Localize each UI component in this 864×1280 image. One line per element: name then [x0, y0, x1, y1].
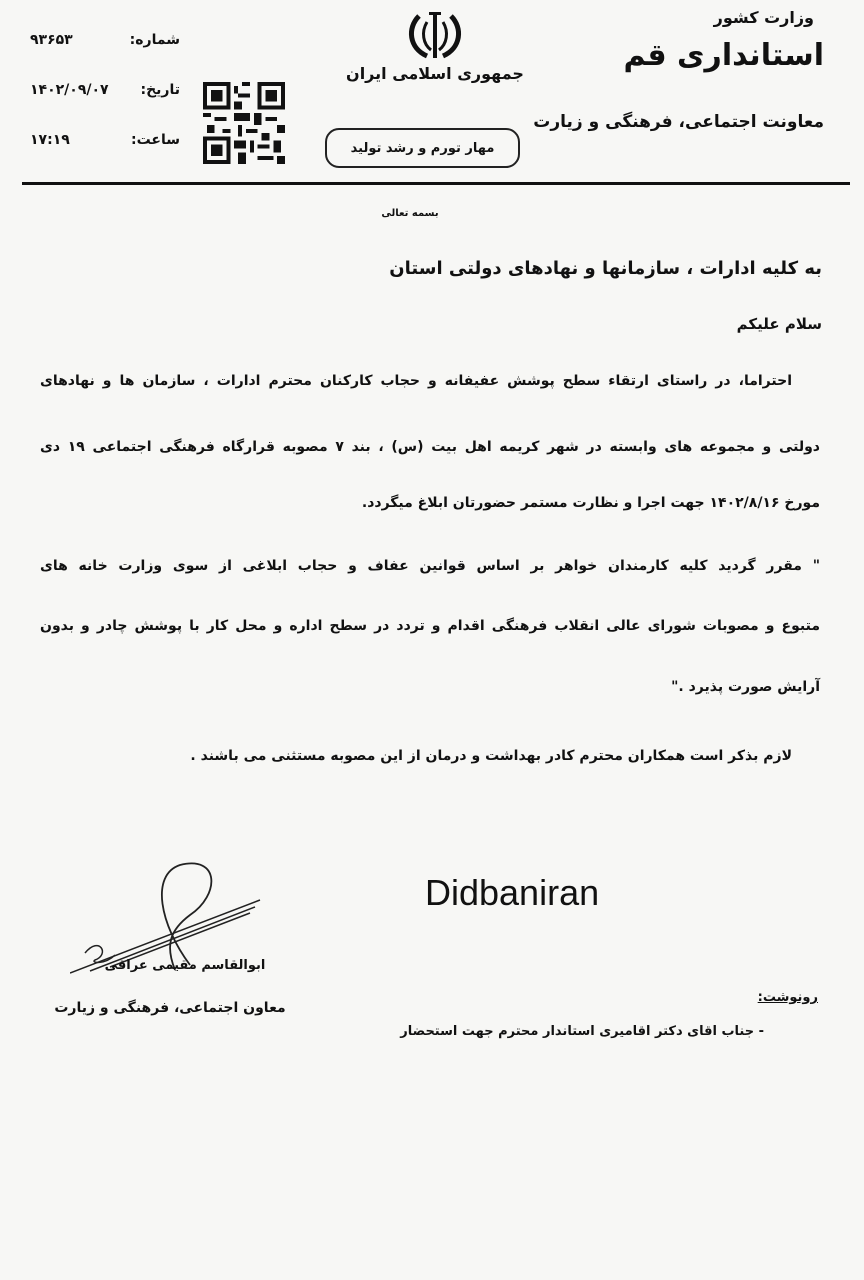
letter-time: [30, 132, 180, 148]
addressee: به کلیه ادارات ، سازمانها و نهادهای دولتی استان: [389, 258, 822, 279]
time-value: ۱۷:۱۹: [30, 132, 70, 148]
number-value: ۹۳۶۵۳: [30, 32, 73, 48]
signatory-name: ابوالقاسم مقیمی عراقی: [104, 958, 266, 973]
date-value: ۱۴۰۲/۰۹/۰۷: [30, 82, 109, 98]
handwritten-signature: [70, 855, 270, 975]
header-divider: [22, 182, 850, 185]
body-line: آرایش صورت پذیرد .": [671, 679, 820, 695]
body-line: دولتی و مجموعه های وابسته در شهر کریمه اهل بیت (س) ، بند ۷ مصوبه قرارگاه فرهنگی اجتماعی ۱۹ دی: [40, 439, 820, 455]
body-line: مورخ ۱۴۰۲/۸/۱۶ جهت اجرا و نظارت مستمر حضورتان ابلاغ میگردد.: [361, 495, 820, 511]
time-label: ساعت:: [130, 132, 180, 148]
number-label: شماره:: [129, 32, 180, 48]
ministry-name: وزارت کشور: [713, 8, 814, 27]
letter-number: [30, 32, 180, 48]
body-line: " مقرر گردید کلیه کارمندان خواهر بر اساس قوانین عفاف و حجاب ابلاغی از سوی وزارت خانه های: [40, 558, 820, 574]
body-line: متبوع و مصوبات شورای عالی انقلاب فرهنگی اقدام و تردد در سطح اداره و محل کار با پوشش چادر و بدون: [40, 618, 820, 634]
qr-code-icon: [203, 82, 285, 164]
watermark-text: Didbaniran: [425, 872, 600, 913]
iran-emblem-icon: [405, 8, 465, 63]
invocation: بسمه تعالی: [381, 208, 439, 219]
body-line: لازم بذکر است همکاران محترم کادر بهداشت و درمان از این مصوبه مستثنی می باشند .: [190, 748, 792, 764]
slogan-banner: مهار تورم و رشد تولید: [325, 128, 520, 168]
cc-item: - جناب اقای دکتر اقامیری استاندار محترم جهت استحضار: [400, 1024, 764, 1039]
signatory-title: معاون اجتماعی، فرهنگی و زیارت: [54, 1000, 286, 1016]
cc-label: رونوشت:: [757, 990, 818, 1005]
body-line: احتراما، در راستای ارتقاء سطح پوشش عفیفانه و حجاب کارکنان محترم ادارات ، سازمان ها و نهادهای: [40, 373, 792, 389]
governorate-name: استانداری قم: [623, 38, 824, 73]
republic-title: جمهوری اسلامی ایران: [346, 64, 524, 83]
deputy-name: معاونت اجتماعی، فرهنگی و زیارت: [533, 112, 824, 132]
date-label: تاریخ:: [140, 82, 180, 98]
letter-date: [30, 82, 180, 98]
greeting: سلام علیکم: [736, 315, 822, 333]
